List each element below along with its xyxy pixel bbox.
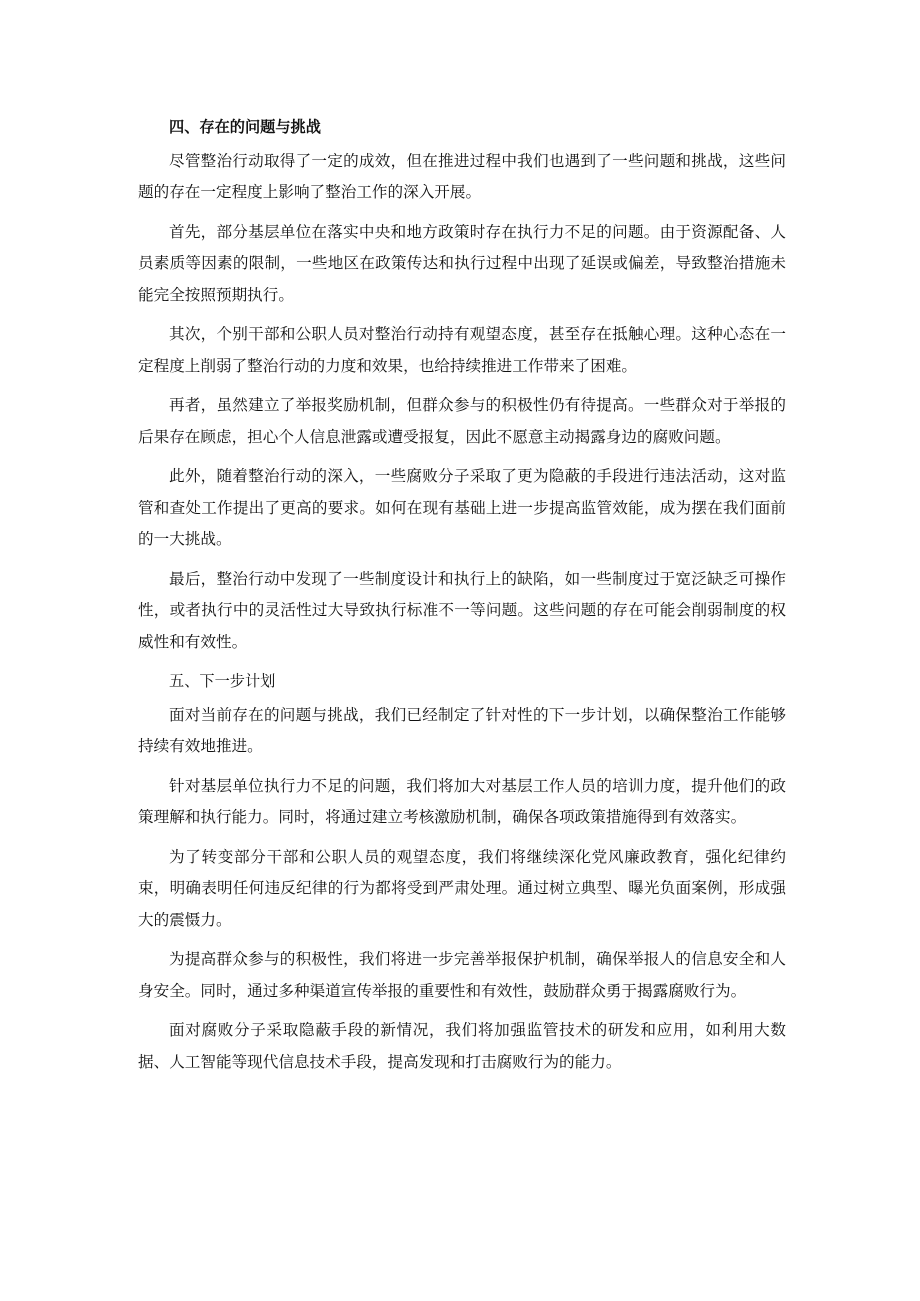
paragraph: 面对腐败分子采取隐蔽手段的新情况，我们将加强监管技术的研发和应用，如利用大数据、人工智能等现代信息技术手段，提高发现和打击腐败行为的能力。 xyxy=(138,1021,786,1071)
paragraph: 再者，虽然建立了举报奖励机制，但群众参与的积极性仍有待提高。一些群众对于举报的后果存在顾虑，担心个人信息泄露或遭受报复，因此不愿意主动揭露身边的腐败问题。 xyxy=(138,396,786,446)
paragraph: 面对当前存在的问题与挑战，我们已经制定了针对性的下一步计划，以确保整治工作能够持续有效地推进。 xyxy=(138,705,786,755)
paragraph: 针对基层单位执行力不足的问题，我们将加大对基层工作人员的培训力度，提升他们的政策理解和执行能力。同时，将通过建立考核激励机制，确保各项政策措施得到有效落实。 xyxy=(138,776,786,826)
document-page xyxy=(138,112,786,1086)
paragraph: 为了转变部分干部和公职人员的观望态度，我们将继续深化党风廉政教育，强化纪律约束，明确表明任何违反纪律的行为都将受到严肃处理。通过树立典型、曝光负面案例，形成强大的震慑力。 xyxy=(138,847,786,929)
paragraph: 此外，随着整治行动的深入，一些腐败分子采取了更为隐蔽的手段进行违法活动，这对监管和查处工作提出了更高的要求。如何在现有基础上进一步提高监管效能，成为摆在我们面前的一大挑战。 xyxy=(138,467,786,548)
paragraph: 首先，部分基层单位在落实中央和地方政策时存在执行力不足的问题。由于资源配备、人员素质等因素的限制，一些地区在政策传达和执行过程中出现了延误或偏差，导致整治措施未能完全按照预期执行。 xyxy=(138,222,786,304)
paragraph: 为提高群众参与的积极性，我们将进一步完善举报保护机制，确保举报人的信息安全和人身安全。同时，通过多种渠道宣传举报的重要性和有效性，鼓励群众勇于揭露腐败行为。 xyxy=(138,950,786,1000)
section-next-steps xyxy=(138,666,786,1078)
paragraph: 尽管整治行动取得了一定的成效，但在推进过程中我们也遇到了一些问题和挑战，这些问题的存在一定程度上影响了整治工作的深入开展。 xyxy=(138,151,786,201)
section-heading-next-steps: 五、下一步计划 xyxy=(169,672,276,690)
section-problems xyxy=(138,112,786,658)
section-heading-problems: 四、存在的问题与挑战 xyxy=(169,118,321,136)
paragraph: 其次，个别干部和公职人员对整治行动持有观望态度，甚至存在抵触心理。这种心态在一定程度上削弱了整治行动的力度和效果，也给持续推进工作带来了困难。 xyxy=(138,325,786,375)
paragraph: 最后，整治行动中发现了一些制度设计和执行上的缺陷，如一些制度过于宽泛缺乏可操作性，或者执行中的灵活性过大导致执行标准不一等问题。这些问题的存在可能会削弱制度的权威性和有效性。 xyxy=(138,569,786,651)
